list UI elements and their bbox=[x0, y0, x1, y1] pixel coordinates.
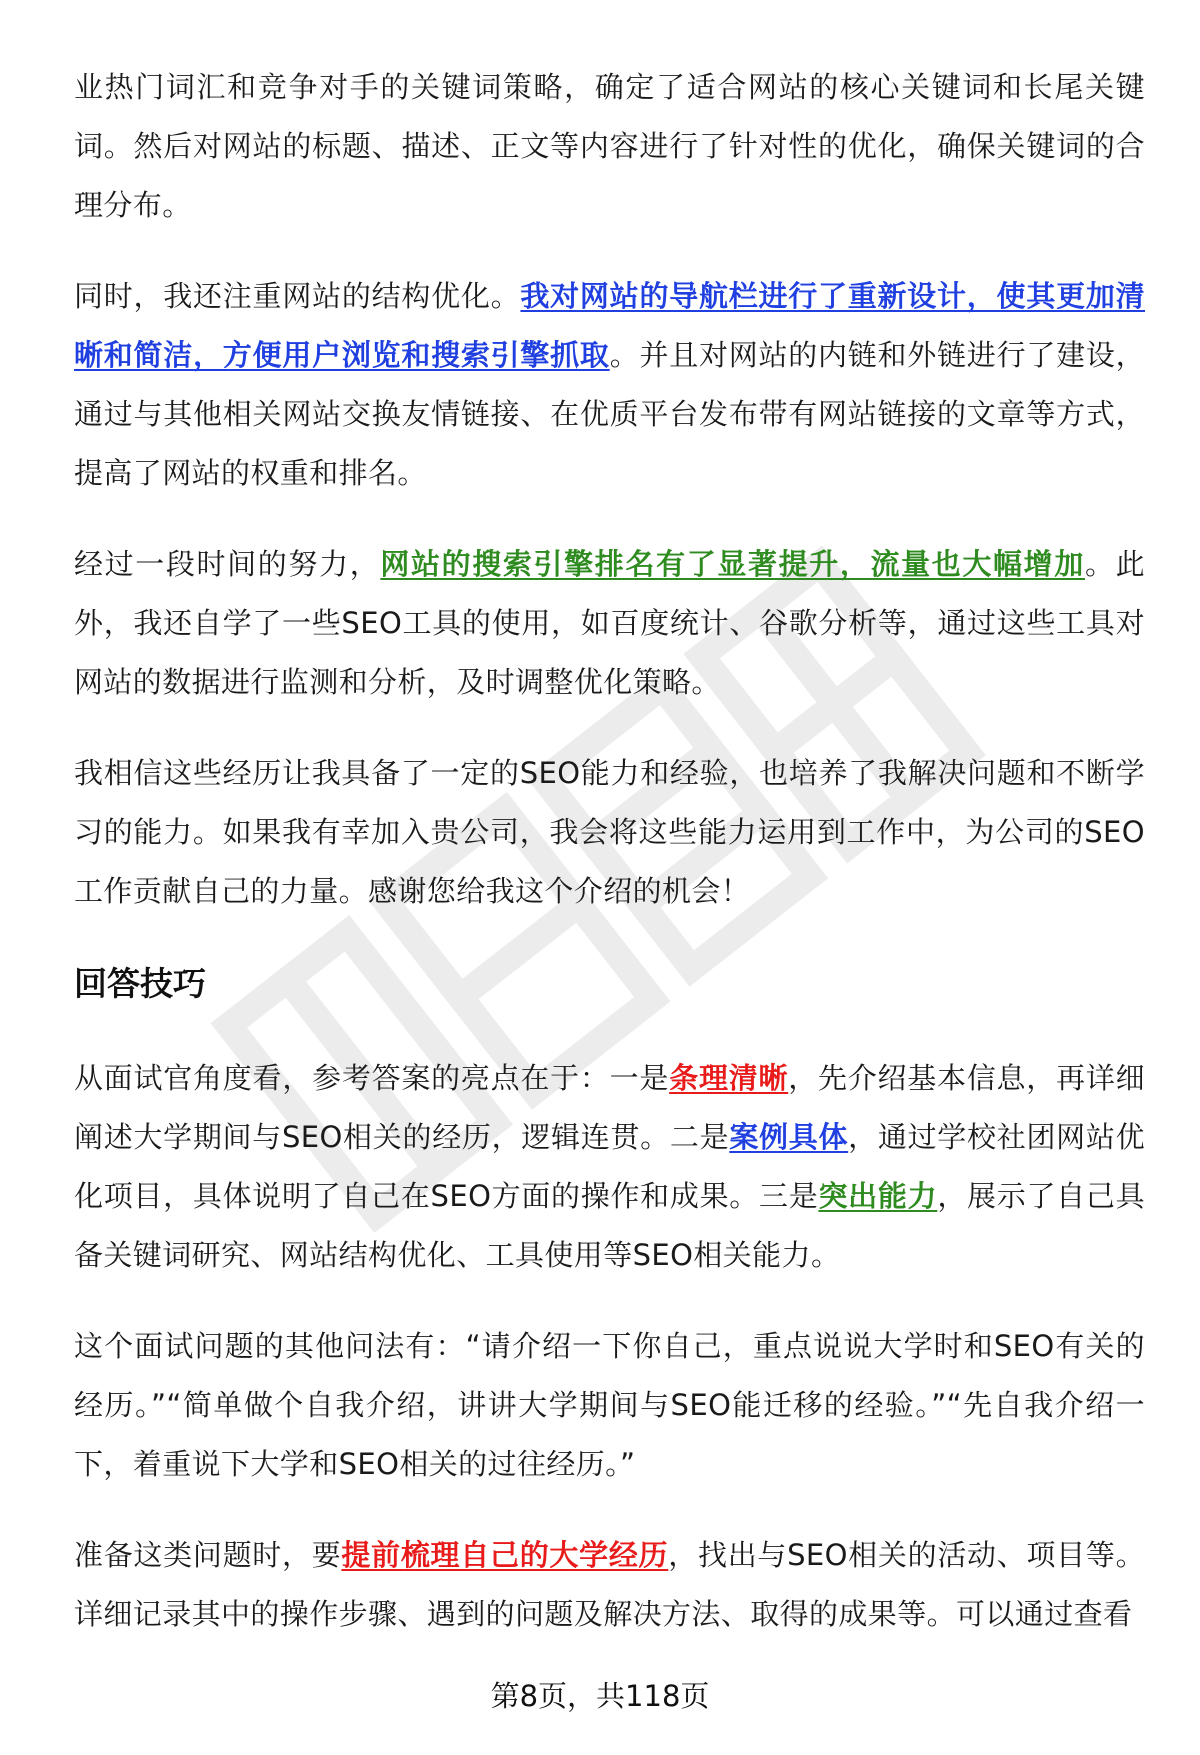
paragraph bbox=[74, 267, 1145, 503]
paragraph-text: 业热门词汇和竞争对手的关键词策略，确定了适合网站的核心关键词和长尾关键词。然后对网站的标题、描述、正文等内容进行了针对性的优化，确保关键词的合理分布。 bbox=[74, 70, 1145, 222]
highlighted-phrase: 突出能力 bbox=[818, 1179, 938, 1213]
paragraph-text: ，找出与SEO相关的活动、项目等。详细记录其中的操作步骤、遇到的问题及解决方法、取得的成果等。可以通过查看 bbox=[74, 1538, 1145, 1631]
paragraph-text: 经过一段时间的努力， bbox=[74, 547, 381, 581]
paragraph-text: 。此外，我还自学了一些SEO工具的使用，如百度统计、谷歌分析等，通过这些工具对网站的数据进行监测和分析，及时调整优化策略。 bbox=[74, 547, 1145, 699]
highlighted-phrase: 我对网站的导航栏进行了重新设计，使其更加清晰和简洁，方便用户浏览和搜索引擎抓取 bbox=[74, 279, 1145, 372]
section-body bbox=[74, 1049, 1145, 1644]
highlighted-phrase: 网站的搜索引擎排名有了显著提升，流量也大幅增加 bbox=[380, 547, 1085, 581]
paragraph-text: 这个面试问题的其他问法有：“请介绍一下你自己，重点说说大学时和SEO有关的经历。”“简单做个自我介绍，讲讲大学期间与SEO能迁移的经验。”“先自我介绍一下，着重说下大学和SEO相关的过往经历。” bbox=[74, 1329, 1145, 1481]
paragraph bbox=[74, 1526, 1145, 1644]
paragraph-text: ，通过学校社团网站优化项目，具体说明了自己在SEO方面的操作和成果。三是 bbox=[74, 1120, 1145, 1213]
section-heading: 回答技巧 bbox=[74, 964, 206, 1003]
page-number: 第8页，共118页 bbox=[490, 1679, 710, 1713]
paragraph-text: ，展示了自己具备关键词研究、网站结构优化、工具使用等SEO相关能力。 bbox=[74, 1179, 1145, 1272]
paragraph bbox=[74, 58, 1145, 235]
paragraph-text: 同时，我还注重网站的结构优化。 bbox=[74, 279, 521, 313]
paragraph bbox=[74, 1049, 1145, 1285]
highlighted-phrase: 案例具体 bbox=[729, 1120, 849, 1154]
paragraph-text: 准备这类问题时，要 bbox=[74, 1538, 342, 1572]
paragraph-text: 从面试官角度看，参考答案的亮点在于：一是 bbox=[74, 1061, 670, 1095]
paragraph bbox=[74, 535, 1145, 712]
paragraph-text: 。并且对网站的内链和外链进行了建设，通过与其他相关网站交换友情链接、在优质平台发布带有网站链接的文章等方式，提高了网站的权重和排名。 bbox=[74, 338, 1146, 490]
paragraph-text: 我相信这些经历让我具备了一定的SEO能力和经验，也培养了我解决问题和不断学习的能力。如果我有幸加入贵公司，我会将这些能力运用到工作中，为公司的SEO工作贡献自己的力量。感谢您给我这个介绍的机会！ bbox=[74, 756, 1145, 908]
paragraph bbox=[74, 1317, 1145, 1494]
paragraph bbox=[74, 744, 1145, 921]
body-text bbox=[74, 58, 1145, 921]
highlighted-phrase: 提前梳理自己的大学经历 bbox=[341, 1538, 669, 1572]
highlighted-phrase: 条理清晰 bbox=[669, 1061, 789, 1095]
paragraph-text: ，先介绍基本信息，再详细阐述大学期间与SEO相关的经历，逻辑连贯。二是 bbox=[74, 1061, 1145, 1154]
